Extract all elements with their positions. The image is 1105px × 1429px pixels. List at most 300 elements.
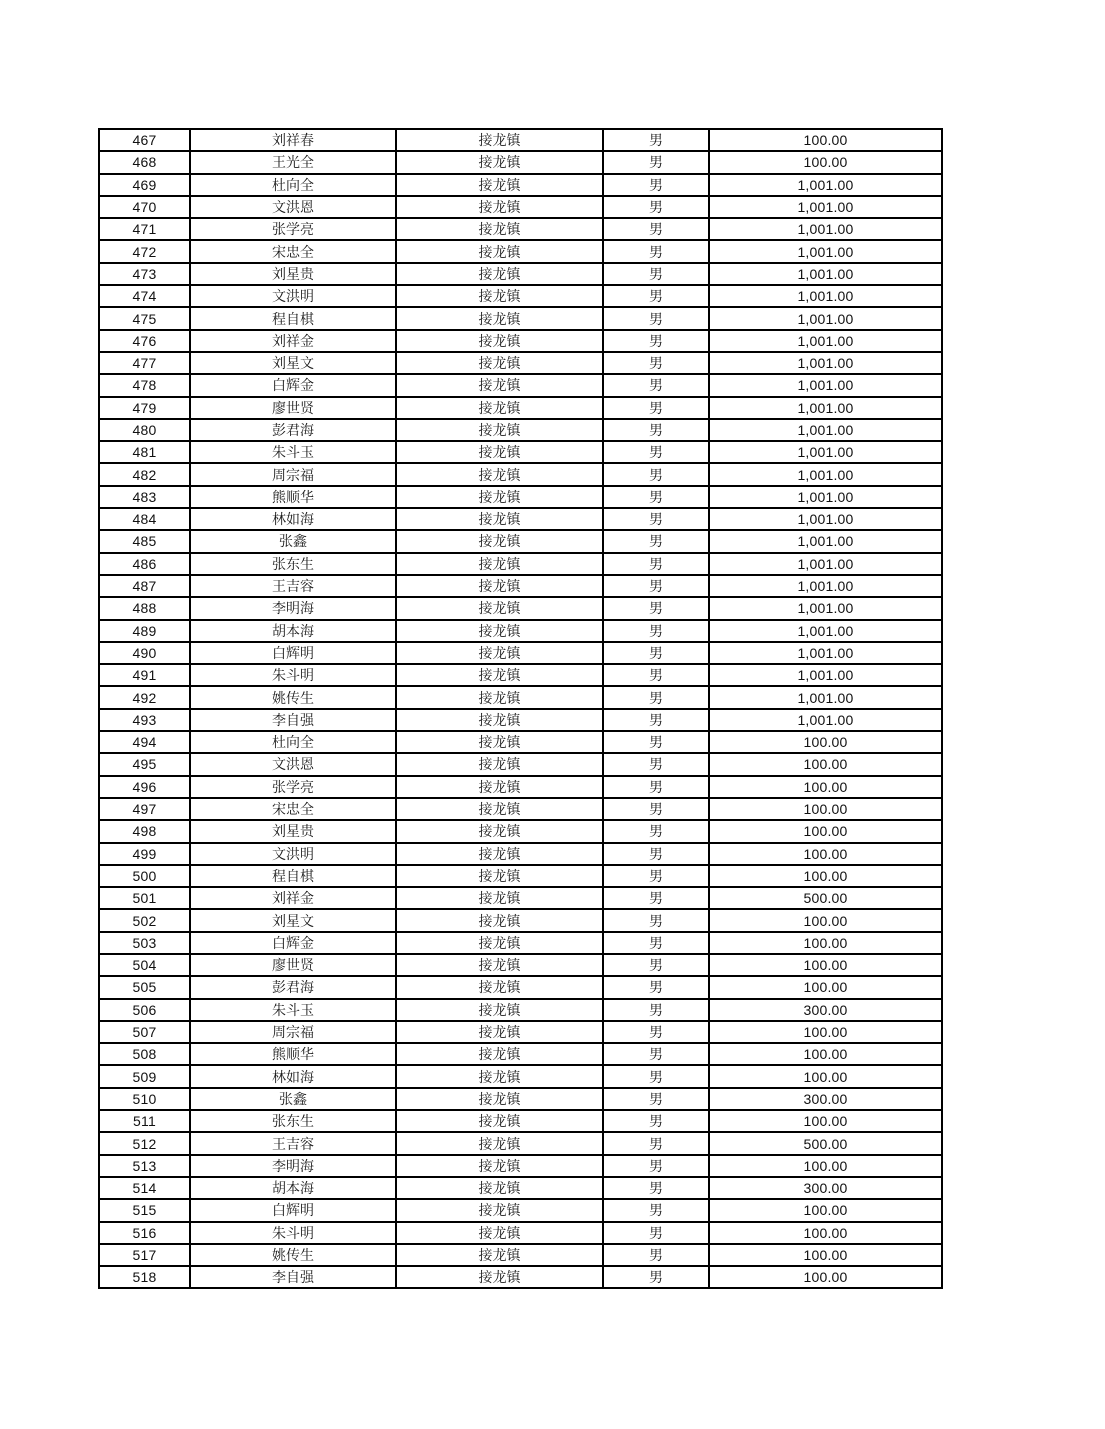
cell-name: 周宗福 xyxy=(190,463,396,485)
cell-amount: 1,001.00 xyxy=(709,597,942,619)
table-row xyxy=(99,419,942,441)
cell-gender: 男 xyxy=(603,486,709,508)
cell-gender: 男 xyxy=(603,932,709,954)
cell-gender: 男 xyxy=(603,174,709,196)
cell-amount: 1,001.00 xyxy=(709,307,942,329)
cell-gender: 男 xyxy=(603,1132,709,1154)
cell-town: 接龙镇 xyxy=(396,798,603,820)
table-row xyxy=(99,843,942,865)
cell-amount: 300.00 xyxy=(709,999,942,1021)
cell-town: 接龙镇 xyxy=(396,954,603,976)
cell-name: 胡本海 xyxy=(190,1177,396,1199)
cell-id: 511 xyxy=(99,1110,190,1132)
table-row xyxy=(99,999,942,1021)
cell-name: 张学亮 xyxy=(190,218,396,240)
cell-town: 接龙镇 xyxy=(396,419,603,441)
cell-id: 491 xyxy=(99,664,190,686)
cell-id: 518 xyxy=(99,1266,190,1288)
cell-gender: 男 xyxy=(603,620,709,642)
cell-amount: 100.00 xyxy=(709,1244,942,1266)
cell-town: 接龙镇 xyxy=(396,151,603,173)
cell-name: 白辉金 xyxy=(190,932,396,954)
table-row xyxy=(99,463,942,485)
table-row xyxy=(99,709,942,731)
cell-town: 接龙镇 xyxy=(396,486,603,508)
cell-gender: 男 xyxy=(603,1155,709,1177)
cell-id: 495 xyxy=(99,753,190,775)
cell-town: 接龙镇 xyxy=(396,686,603,708)
cell-town: 接龙镇 xyxy=(396,820,603,842)
cell-town: 接龙镇 xyxy=(396,196,603,218)
cell-id: 472 xyxy=(99,240,190,262)
cell-town: 接龙镇 xyxy=(396,620,603,642)
cell-id: 507 xyxy=(99,1021,190,1043)
cell-town: 接龙镇 xyxy=(396,776,603,798)
cell-name: 廖世贤 xyxy=(190,397,396,419)
cell-gender: 男 xyxy=(603,397,709,419)
cell-town: 接龙镇 xyxy=(396,909,603,931)
cell-id: 512 xyxy=(99,1132,190,1154)
table-row xyxy=(99,263,942,285)
cell-gender: 男 xyxy=(603,1021,709,1043)
cell-id: 490 xyxy=(99,642,190,664)
cell-amount: 100.00 xyxy=(709,1043,942,1065)
table-row xyxy=(99,174,942,196)
cell-town: 接龙镇 xyxy=(396,1088,603,1110)
cell-id: 489 xyxy=(99,620,190,642)
cell-amount: 1,001.00 xyxy=(709,419,942,441)
cell-name: 白辉明 xyxy=(190,642,396,664)
cell-name: 胡本海 xyxy=(190,620,396,642)
table-row xyxy=(99,307,942,329)
cell-amount: 100.00 xyxy=(709,798,942,820)
cell-id: 515 xyxy=(99,1199,190,1221)
cell-town: 接龙镇 xyxy=(396,374,603,396)
cell-town: 接龙镇 xyxy=(396,307,603,329)
cell-town: 接龙镇 xyxy=(396,263,603,285)
cell-id: 492 xyxy=(99,686,190,708)
cell-town: 接龙镇 xyxy=(396,976,603,998)
cell-name: 杜向全 xyxy=(190,174,396,196)
cell-name: 彭君海 xyxy=(190,976,396,998)
table-row xyxy=(99,218,942,240)
cell-amount: 100.00 xyxy=(709,820,942,842)
cell-id: 487 xyxy=(99,575,190,597)
cell-gender: 男 xyxy=(603,1177,709,1199)
cell-name: 白辉明 xyxy=(190,1199,396,1221)
cell-town: 接龙镇 xyxy=(396,1199,603,1221)
cell-town: 接龙镇 xyxy=(396,1132,603,1154)
cell-town: 接龙镇 xyxy=(396,932,603,954)
cell-gender: 男 xyxy=(603,642,709,664)
cell-gender: 男 xyxy=(603,887,709,909)
cell-amount: 100.00 xyxy=(709,1155,942,1177)
cell-name: 朱斗玉 xyxy=(190,441,396,463)
table-row xyxy=(99,330,942,352)
cell-amount: 1,001.00 xyxy=(709,240,942,262)
cell-name: 熊顺华 xyxy=(190,486,396,508)
cell-id: 473 xyxy=(99,263,190,285)
cell-id: 516 xyxy=(99,1222,190,1244)
cell-amount: 1,001.00 xyxy=(709,174,942,196)
cell-gender: 男 xyxy=(603,1065,709,1087)
cell-amount: 1,001.00 xyxy=(709,330,942,352)
cell-gender: 男 xyxy=(603,374,709,396)
cell-gender: 男 xyxy=(603,954,709,976)
table-row xyxy=(99,240,942,262)
cell-town: 接龙镇 xyxy=(396,174,603,196)
cell-amount: 100.00 xyxy=(709,1222,942,1244)
cell-id: 481 xyxy=(99,441,190,463)
cell-amount: 100.00 xyxy=(709,731,942,753)
cell-town: 接龙镇 xyxy=(396,843,603,865)
cell-id: 482 xyxy=(99,463,190,485)
cell-amount: 1,001.00 xyxy=(709,664,942,686)
cell-gender: 男 xyxy=(603,508,709,530)
table-row xyxy=(99,1043,942,1065)
cell-amount: 100.00 xyxy=(709,909,942,931)
table-row xyxy=(99,1065,942,1087)
cell-id: 513 xyxy=(99,1155,190,1177)
table-row xyxy=(99,508,942,530)
table-row xyxy=(99,397,942,419)
cell-town: 接龙镇 xyxy=(396,1110,603,1132)
cell-id: 504 xyxy=(99,954,190,976)
cell-gender: 男 xyxy=(603,263,709,285)
cell-amount: 1,001.00 xyxy=(709,218,942,240)
cell-id: 505 xyxy=(99,976,190,998)
table-row xyxy=(99,196,942,218)
cell-town: 接龙镇 xyxy=(396,553,603,575)
cell-amount: 100.00 xyxy=(709,843,942,865)
cell-amount: 100.00 xyxy=(709,976,942,998)
cell-name: 文洪恩 xyxy=(190,196,396,218)
table-row xyxy=(99,1177,942,1199)
cell-town: 接龙镇 xyxy=(396,1244,603,1266)
cell-name: 李明海 xyxy=(190,597,396,619)
table-row xyxy=(99,486,942,508)
cell-gender: 男 xyxy=(603,1043,709,1065)
cell-gender: 男 xyxy=(603,285,709,307)
cell-town: 接龙镇 xyxy=(396,1043,603,1065)
cell-name: 熊顺华 xyxy=(190,1043,396,1065)
cell-id: 485 xyxy=(99,530,190,552)
cell-amount: 1,001.00 xyxy=(709,709,942,731)
cell-amount: 100.00 xyxy=(709,865,942,887)
cell-id: 517 xyxy=(99,1244,190,1266)
cell-gender: 男 xyxy=(603,753,709,775)
cell-amount: 100.00 xyxy=(709,1065,942,1087)
cell-amount: 500.00 xyxy=(709,1132,942,1154)
cell-town: 接龙镇 xyxy=(396,397,603,419)
cell-id: 494 xyxy=(99,731,190,753)
cell-town: 接龙镇 xyxy=(396,1222,603,1244)
cell-id: 468 xyxy=(99,151,190,173)
cell-gender: 男 xyxy=(603,597,709,619)
cell-id: 476 xyxy=(99,330,190,352)
cell-gender: 男 xyxy=(603,664,709,686)
cell-id: 508 xyxy=(99,1043,190,1065)
cell-town: 接龙镇 xyxy=(396,597,603,619)
cell-name: 王光全 xyxy=(190,151,396,173)
cell-town: 接龙镇 xyxy=(396,1065,603,1087)
cell-town: 接龙镇 xyxy=(396,240,603,262)
cell-id: 500 xyxy=(99,865,190,887)
cell-amount: 1,001.00 xyxy=(709,352,942,374)
cell-id: 509 xyxy=(99,1065,190,1087)
cell-town: 接龙镇 xyxy=(396,642,603,664)
cell-name: 张学亮 xyxy=(190,776,396,798)
cell-name: 宋忠全 xyxy=(190,798,396,820)
cell-gender: 男 xyxy=(603,1199,709,1221)
table-row xyxy=(99,664,942,686)
cell-town: 接龙镇 xyxy=(396,999,603,1021)
cell-town: 接龙镇 xyxy=(396,352,603,374)
cell-gender: 男 xyxy=(603,776,709,798)
table-row xyxy=(99,642,942,664)
table-row xyxy=(99,285,942,307)
cell-gender: 男 xyxy=(603,240,709,262)
cell-gender: 男 xyxy=(603,441,709,463)
cell-amount: 1,001.00 xyxy=(709,196,942,218)
cell-id: 471 xyxy=(99,218,190,240)
cell-amount: 1,001.00 xyxy=(709,686,942,708)
cell-id: 497 xyxy=(99,798,190,820)
table-row xyxy=(99,686,942,708)
cell-amount: 100.00 xyxy=(709,129,942,151)
table-row xyxy=(99,731,942,753)
cell-amount: 1,001.00 xyxy=(709,441,942,463)
cell-name: 朱斗玉 xyxy=(190,999,396,1021)
cell-gender: 男 xyxy=(603,1266,709,1288)
cell-town: 接龙镇 xyxy=(396,129,603,151)
cell-gender: 男 xyxy=(603,196,709,218)
cell-amount: 100.00 xyxy=(709,776,942,798)
table-row xyxy=(99,374,942,396)
cell-name: 张鑫 xyxy=(190,1088,396,1110)
cell-id: 506 xyxy=(99,999,190,1021)
cell-id: 496 xyxy=(99,776,190,798)
cell-id: 479 xyxy=(99,397,190,419)
cell-id: 470 xyxy=(99,196,190,218)
table-row xyxy=(99,530,942,552)
cell-town: 接龙镇 xyxy=(396,530,603,552)
cell-id: 475 xyxy=(99,307,190,329)
cell-amount: 100.00 xyxy=(709,1110,942,1132)
table-row xyxy=(99,1110,942,1132)
table-row xyxy=(99,1021,942,1043)
cell-town: 接龙镇 xyxy=(396,330,603,352)
cell-gender: 男 xyxy=(603,999,709,1021)
table-row xyxy=(99,1088,942,1110)
cell-name: 宋忠全 xyxy=(190,240,396,262)
cell-id: 499 xyxy=(99,843,190,865)
cell-name: 刘星文 xyxy=(190,352,396,374)
cell-gender: 男 xyxy=(603,798,709,820)
cell-amount: 100.00 xyxy=(709,1199,942,1221)
cell-name: 刘祥金 xyxy=(190,887,396,909)
cell-gender: 男 xyxy=(603,151,709,173)
cell-name: 文洪明 xyxy=(190,285,396,307)
table-row xyxy=(99,597,942,619)
cell-name: 刘星贵 xyxy=(190,263,396,285)
cell-amount: 1,001.00 xyxy=(709,374,942,396)
cell-town: 接龙镇 xyxy=(396,463,603,485)
table-row xyxy=(99,1199,942,1221)
table-row xyxy=(99,820,942,842)
cell-amount: 1,001.00 xyxy=(709,642,942,664)
cell-gender: 男 xyxy=(603,686,709,708)
cell-amount: 100.00 xyxy=(709,954,942,976)
cell-gender: 男 xyxy=(603,530,709,552)
cell-name: 王吉容 xyxy=(190,1132,396,1154)
table-row xyxy=(99,798,942,820)
table-row xyxy=(99,151,942,173)
cell-amount: 1,001.00 xyxy=(709,285,942,307)
table-row xyxy=(99,1155,942,1177)
cell-id: 486 xyxy=(99,553,190,575)
table-row xyxy=(99,1132,942,1154)
table-row xyxy=(99,954,942,976)
cell-name: 张鑫 xyxy=(190,530,396,552)
table-row xyxy=(99,1266,942,1288)
cell-name: 刘祥金 xyxy=(190,330,396,352)
table-row xyxy=(99,887,942,909)
cell-name: 张东生 xyxy=(190,553,396,575)
cell-amount: 1,001.00 xyxy=(709,486,942,508)
cell-name: 文洪明 xyxy=(190,843,396,865)
cell-amount: 1,001.00 xyxy=(709,463,942,485)
cell-amount: 1,001.00 xyxy=(709,620,942,642)
cell-town: 接龙镇 xyxy=(396,1177,603,1199)
cell-amount: 100.00 xyxy=(709,932,942,954)
cell-gender: 男 xyxy=(603,129,709,151)
cell-town: 接龙镇 xyxy=(396,1266,603,1288)
cell-town: 接龙镇 xyxy=(396,887,603,909)
table-row xyxy=(99,352,942,374)
cell-name: 林如海 xyxy=(190,508,396,530)
cell-name: 李自强 xyxy=(190,709,396,731)
table-row xyxy=(99,753,942,775)
cell-gender: 男 xyxy=(603,1110,709,1132)
cell-id: 480 xyxy=(99,419,190,441)
cell-gender: 男 xyxy=(603,352,709,374)
cell-gender: 男 xyxy=(603,307,709,329)
cell-id: 510 xyxy=(99,1088,190,1110)
table-row xyxy=(99,1244,942,1266)
cell-name: 姚传生 xyxy=(190,1244,396,1266)
table-row xyxy=(99,909,942,931)
cell-id: 488 xyxy=(99,597,190,619)
cell-id: 514 xyxy=(99,1177,190,1199)
cell-name: 文洪恩 xyxy=(190,753,396,775)
table-row xyxy=(99,553,942,575)
table-row xyxy=(99,776,942,798)
cell-name: 廖世贤 xyxy=(190,954,396,976)
cell-gender: 男 xyxy=(603,218,709,240)
cell-town: 接龙镇 xyxy=(396,441,603,463)
cell-amount: 100.00 xyxy=(709,1021,942,1043)
table-row xyxy=(99,1222,942,1244)
cell-name: 刘星文 xyxy=(190,909,396,931)
cell-gender: 男 xyxy=(603,865,709,887)
cell-gender: 男 xyxy=(603,419,709,441)
cell-town: 接龙镇 xyxy=(396,285,603,307)
cell-gender: 男 xyxy=(603,330,709,352)
cell-name: 刘星贵 xyxy=(190,820,396,842)
cell-amount: 1,001.00 xyxy=(709,575,942,597)
cell-name: 程自棋 xyxy=(190,865,396,887)
cell-name: 白辉金 xyxy=(190,374,396,396)
cell-id: 484 xyxy=(99,508,190,530)
cell-name: 张东生 xyxy=(190,1110,396,1132)
cell-name: 李自强 xyxy=(190,1266,396,1288)
records-table xyxy=(98,128,943,1289)
cell-town: 接龙镇 xyxy=(396,753,603,775)
cell-town: 接龙镇 xyxy=(396,709,603,731)
cell-town: 接龙镇 xyxy=(396,508,603,530)
table-row xyxy=(99,932,942,954)
table-row xyxy=(99,441,942,463)
cell-town: 接龙镇 xyxy=(396,731,603,753)
cell-id: 483 xyxy=(99,486,190,508)
cell-amount: 300.00 xyxy=(709,1177,942,1199)
cell-name: 李明海 xyxy=(190,1155,396,1177)
cell-town: 接龙镇 xyxy=(396,575,603,597)
cell-gender: 男 xyxy=(603,553,709,575)
cell-id: 467 xyxy=(99,129,190,151)
cell-id: 503 xyxy=(99,932,190,954)
cell-name: 彭君海 xyxy=(190,419,396,441)
table-row xyxy=(99,620,942,642)
cell-name: 周宗福 xyxy=(190,1021,396,1043)
cell-id: 469 xyxy=(99,174,190,196)
cell-amount: 1,001.00 xyxy=(709,397,942,419)
cell-name: 林如海 xyxy=(190,1065,396,1087)
cell-amount: 100.00 xyxy=(709,753,942,775)
cell-gender: 男 xyxy=(603,731,709,753)
cell-id: 493 xyxy=(99,709,190,731)
cell-gender: 男 xyxy=(603,1222,709,1244)
table-row xyxy=(99,575,942,597)
cell-amount: 500.00 xyxy=(709,887,942,909)
cell-amount: 1,001.00 xyxy=(709,553,942,575)
cell-town: 接龙镇 xyxy=(396,1021,603,1043)
cell-gender: 男 xyxy=(603,820,709,842)
table-row xyxy=(99,865,942,887)
cell-gender: 男 xyxy=(603,909,709,931)
cell-amount: 100.00 xyxy=(709,1266,942,1288)
cell-town: 接龙镇 xyxy=(396,664,603,686)
cell-amount: 1,001.00 xyxy=(709,263,942,285)
cell-amount: 100.00 xyxy=(709,151,942,173)
table-row xyxy=(99,976,942,998)
cell-gender: 男 xyxy=(603,843,709,865)
cell-name: 朱斗明 xyxy=(190,1222,396,1244)
cell-gender: 男 xyxy=(603,1244,709,1266)
cell-id: 498 xyxy=(99,820,190,842)
cell-id: 474 xyxy=(99,285,190,307)
cell-amount: 1,001.00 xyxy=(709,530,942,552)
cell-name: 姚传生 xyxy=(190,686,396,708)
cell-gender: 男 xyxy=(603,976,709,998)
cell-gender: 男 xyxy=(603,1088,709,1110)
cell-gender: 男 xyxy=(603,709,709,731)
cell-amount: 300.00 xyxy=(709,1088,942,1110)
cell-name: 程自棋 xyxy=(190,307,396,329)
cell-id: 501 xyxy=(99,887,190,909)
cell-name: 刘祥春 xyxy=(190,129,396,151)
